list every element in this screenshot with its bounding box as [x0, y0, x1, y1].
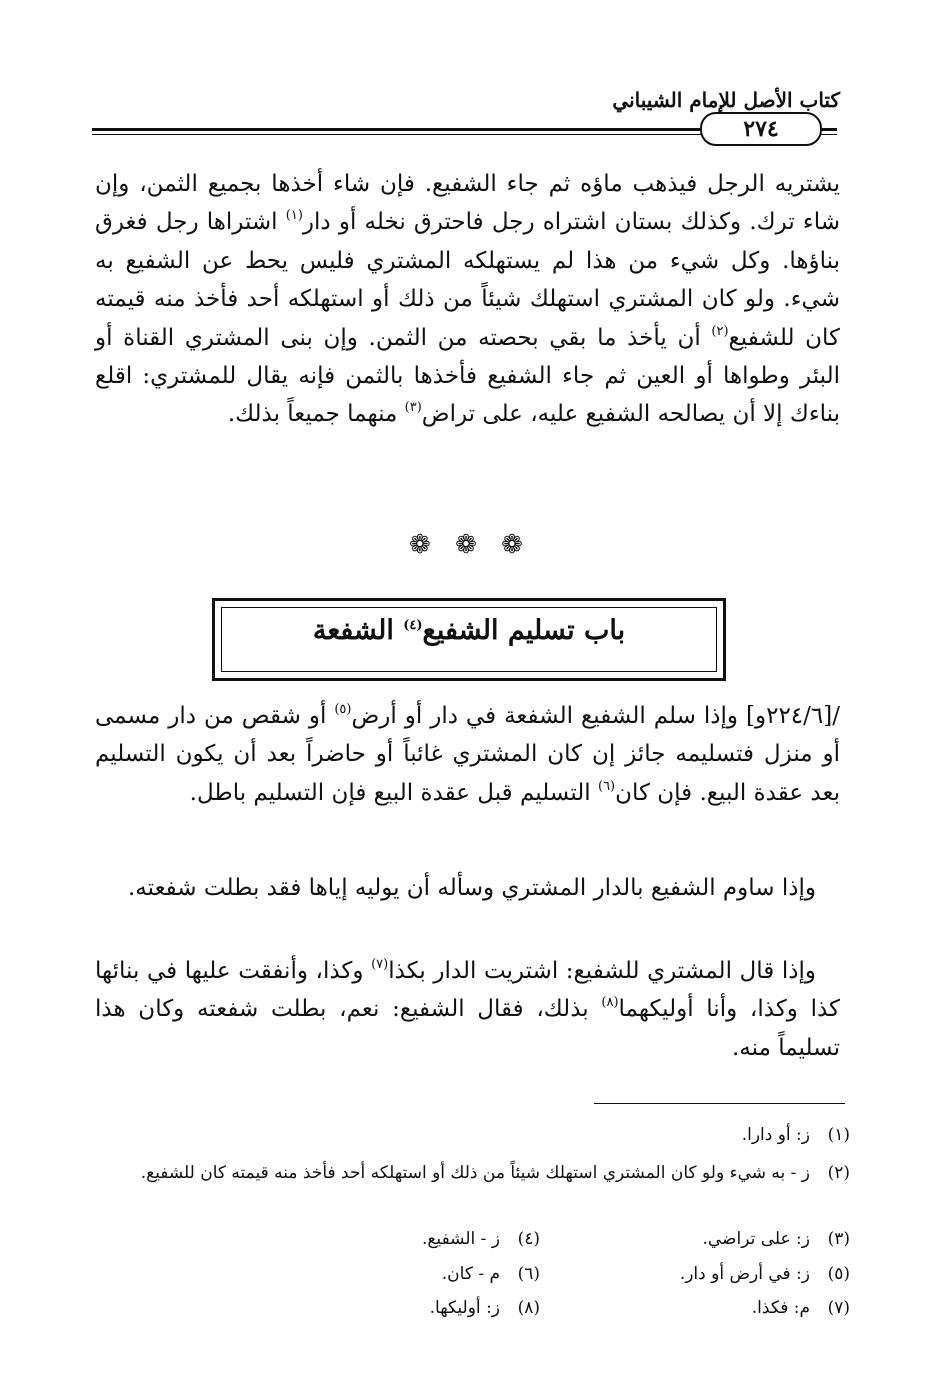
footnote-2: [95, 1158, 850, 1188]
paragraph-text: أن يأخذ ما بقي بحصته من الثمن. وإن بنى المشتري القناة أو البئر وطواها أو العين ثم جاء الشفيع فأخذها بالثمن فإنه يقال للمشتري: اقلع بناءك إلا أن يصالحه الشفيع عليه، على تراض: [95, 324, 840, 428]
footnote-text: ز: أو دارا.: [741, 1125, 810, 1145]
footnote-8: [340, 1291, 540, 1326]
footnote-text: م - كان.: [441, 1263, 500, 1284]
footnote-ref[interactable]: (٣): [404, 400, 422, 416]
footnote-number: (٦): [517, 1263, 540, 1284]
footnote-separator: [594, 1103, 845, 1104]
section-separator: ❁ ❁ ❁: [409, 530, 531, 560]
footnote-ref[interactable]: (٨): [601, 995, 619, 1011]
paragraph-text: /[٢٢٤/٦و] وإذا سلم الشفيع الشفعة في دار أو أرض: [351, 703, 840, 729]
section-title-text: باب تسليم الشفيع: [422, 615, 626, 646]
paragraph-text: وإذا ساوم الشفيع بالدار المشتري وسأله أن يوليه إياها فقد بطلت شفعته.: [127, 875, 816, 901]
footnote-number: (١): [827, 1125, 850, 1145]
footnote-text: ز: في أرض أو دار.: [679, 1263, 810, 1284]
footnote-3: [570, 1222, 850, 1257]
footnote-number: (٤): [517, 1229, 540, 1249]
section-heading-box: [212, 598, 726, 681]
paragraph-1: [95, 165, 840, 434]
footnote-text: ز: على تراضي.: [702, 1229, 810, 1249]
section-title-text: الشفعة: [312, 615, 404, 646]
footnote-ref[interactable]: (٧): [371, 957, 389, 972]
footnote-number: (٣): [827, 1229, 850, 1249]
footnotes-grid: [95, 1222, 850, 1326]
footnote-ref[interactable]: (١): [285, 208, 303, 224]
footnote-5: [570, 1257, 850, 1292]
footnote-7: [570, 1291, 850, 1326]
footnote-ref[interactable]: (٢): [711, 323, 729, 339]
paragraph-text: وكذا، وأنفقت عليها في بنائها كذا وكذا، وأنا أوليكهما: [95, 958, 841, 1023]
paragraph-text: منهما جميعاً بذلك.: [227, 401, 405, 428]
paragraph-4: [95, 952, 840, 1067]
page-number: ٢٧٤: [700, 112, 822, 146]
footnote-number: (٢): [827, 1163, 850, 1183]
footnote-4: [340, 1222, 540, 1257]
footnote-text: ز - به شيء ولو كان المشتري استهلك شيئاً من ذلك أو استهلكه أحد فأخذ منه قيمته كان للشفيع.: [140, 1163, 810, 1183]
paragraph-text: التسليم قبل عقدة البيع فإن التسليم باطل.: [189, 779, 598, 806]
paragraph-text: بذلك، فقال الشفيع: نعم، بطلت شفعته وكان هذا تسليماً منه.: [95, 996, 840, 1061]
footnote-6: [340, 1257, 540, 1292]
section-title: [215, 611, 723, 651]
footnote-number: (٥): [827, 1263, 850, 1284]
paragraph-text: اشتراها رجل فغرق بناؤها. وكل شيء من هذا لم يستهلكه المشتري فليس يحط عن الشفيع به شيء. ولو كان المشتري استهلك شيئاً من ذلك أو استهلكه أحد فأخذ منه قيمته كان للشفيع: [95, 209, 840, 351]
footnote-1: [95, 1120, 850, 1150]
footnote-ref[interactable]: (٥): [334, 702, 352, 717]
footnote-text: ز - الشفيع.: [421, 1229, 500, 1249]
paragraph-2: [95, 697, 840, 812]
paragraph-3: [95, 869, 840, 907]
footnote-number: (٧): [827, 1298, 850, 1318]
paragraph-text: وإذا قال المشتري للشفيع: اشتريت الدار بكذا: [388, 958, 816, 984]
footnote-number: (٨): [517, 1298, 540, 1318]
paragraph-text: يشتريه الرجل فيذهب ماؤه ثم جاء الشفيع. فإن شاء أخذها بجميع الثمن، وإن شاء ترك. وكذلك بستان اشتراه رجل فاحترق نخله أو دار: [95, 171, 841, 236]
book-title: كتاب الأصل للإمام الشيباني: [612, 88, 840, 112]
footnote-ref[interactable]: (٦): [597, 778, 616, 794]
footnote-ref[interactable]: (٤): [403, 618, 423, 633]
footnote-text: ز: أوليكها.: [429, 1298, 500, 1318]
footnote-text: م: فكذا.: [751, 1298, 810, 1318]
paragraph-text: أو شقص من دار مسمى أو منزل فتسليمه جائز إن كان المشتري غائباً أو حاضراً بعد أن يكون التسليم بعد عقدة البيع. فإن كان: [95, 703, 840, 806]
